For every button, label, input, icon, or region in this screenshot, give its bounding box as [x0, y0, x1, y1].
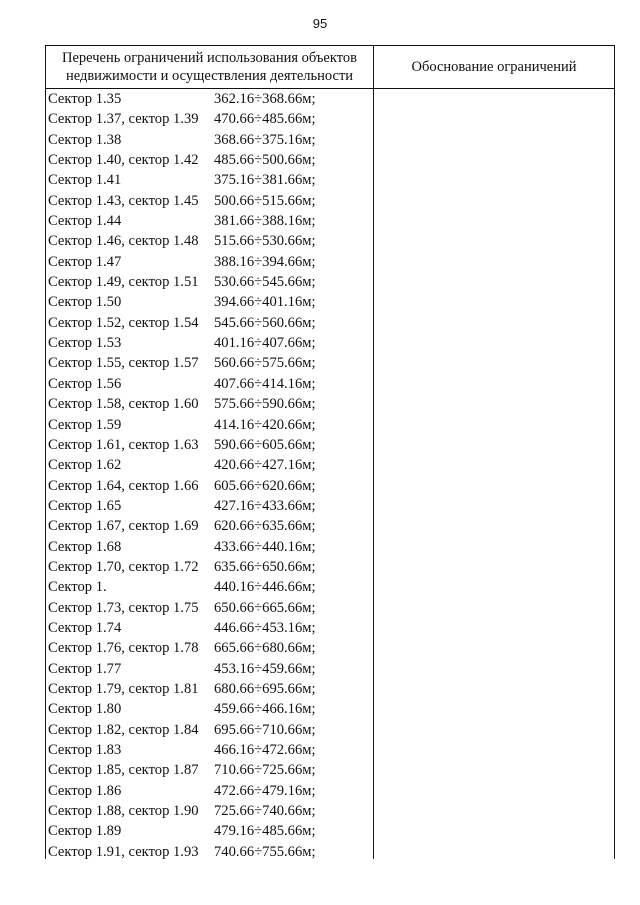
table-row: [48, 699, 372, 719]
sector-label: Сектор 1.79, сектор 1.81: [48, 680, 199, 697]
height-range: 407.66÷414.16м;: [214, 375, 316, 392]
sector-label: Сектор 1.64, сектор 1.66: [48, 477, 199, 494]
header-restrictions-line-1: Перечень ограничений использования объектов: [62, 50, 357, 66]
height-range: 414.16÷420.66м;: [214, 416, 316, 433]
height-range: 725.66÷740.66м;: [214, 803, 316, 820]
table-row: [48, 516, 372, 536]
table-row: [48, 720, 372, 740]
height-range: 530.66÷545.66м;: [214, 274, 316, 291]
sector-label: Сектор 1.82, сектор 1.84: [48, 721, 199, 738]
sector-label: Сектор 1.67, сектор 1.69: [48, 518, 199, 535]
sector-label: Сектор 1.49, сектор 1.51: [48, 274, 199, 291]
height-range: 427.16÷433.66м;: [214, 497, 316, 514]
sector-label: Сектор 1.76, сектор 1.78: [48, 640, 199, 657]
height-range: 575.66÷590.66м;: [214, 396, 316, 413]
sector-label: Сектор 1.73, сектор 1.75: [48, 599, 199, 616]
height-range: 710.66÷725.66м;: [214, 762, 316, 779]
height-range: 362.16÷368.66м;: [214, 91, 316, 107]
table-row: [48, 740, 372, 760]
height-range: 472.66÷479.16м;: [214, 782, 316, 799]
height-range: 665.66÷680.66м;: [214, 640, 316, 657]
table-row: [48, 679, 372, 699]
height-range: 401.16÷407.66м;: [214, 335, 316, 352]
table-row: [48, 170, 372, 190]
sector-label: Сектор 1.62: [48, 457, 122, 474]
height-range: 545.66÷560.66м;: [214, 314, 316, 331]
sector-label: Сектор 1.44: [48, 213, 122, 230]
sector-label: Сектор 1.40, сектор 1.42: [48, 152, 199, 169]
sector-label: Сектор 1.89: [48, 823, 122, 840]
table-row: [48, 537, 372, 557]
table-row: [48, 211, 372, 231]
header-justification: Обоснование ограничений: [411, 58, 577, 75]
sector-label: Сектор 1.41: [48, 172, 122, 189]
height-range: 590.66÷605.66м;: [214, 436, 316, 453]
sector-label: Сектор 1.68: [48, 538, 122, 555]
table-row: [48, 659, 372, 679]
page-number: 95: [312, 16, 328, 31]
table-row: [48, 760, 372, 780]
column-divider: [373, 46, 374, 859]
sector-label: Сектор 1.61, сектор 1.63: [48, 436, 199, 453]
height-range: 394.66÷401.16м;: [214, 294, 316, 311]
height-range: 388.16÷394.66м;: [214, 253, 316, 270]
height-range: 459.66÷466.16м;: [214, 701, 316, 718]
height-range: 740.66÷755.66м;: [214, 843, 316, 860]
restrictions-table: [45, 45, 615, 859]
table-row: [48, 821, 372, 841]
table-row: [48, 353, 372, 373]
sector-label: Сектор 1.38: [48, 131, 122, 148]
sector-label: Сектор 1.70, сектор 1.72: [48, 558, 199, 575]
table-row: [48, 415, 372, 435]
height-range: 470.66÷485.66м;: [214, 111, 316, 128]
height-range: 620.66÷635.66м;: [214, 518, 316, 535]
sector-label: Сектор 1.65: [48, 497, 122, 514]
sector-label: Сектор 1.52, сектор 1.54: [48, 314, 199, 331]
sector-label: Сектор 1.80: [48, 701, 122, 718]
table-row: [48, 89, 372, 109]
table-row: [48, 272, 372, 292]
height-range: 680.66÷695.66м;: [214, 680, 316, 697]
height-range: 635.66÷650.66м;: [214, 558, 316, 575]
sector-label: Сектор 1.43, сектор 1.45: [48, 192, 199, 209]
sector-label: Сектор 1.56: [48, 375, 122, 392]
height-range: 440.16÷446.66м;: [214, 579, 316, 596]
sector-label: Сектор 1.47: [48, 253, 122, 270]
height-range: 695.66÷710.66м;: [214, 721, 316, 738]
table-row: [48, 191, 372, 211]
table-row: [48, 394, 372, 414]
sector-label: Сектор 1.83: [48, 742, 122, 758]
sector-label: Сектор 1.86: [48, 782, 122, 799]
table-row: [48, 577, 372, 597]
sector-label: Сектор 1.88, сектор 1.90: [48, 803, 199, 820]
height-range: 560.66÷575.66м;: [214, 355, 316, 372]
sector-label: Сектор 1.59: [48, 416, 122, 433]
sector-label: Сектор 1.91, сектор 1.93: [48, 843, 199, 860]
header-restrictions-list: [46, 49, 373, 85]
height-range: 433.66÷440.16м;: [214, 538, 316, 555]
header-restrictions-line-2: недвижимости и осуществления деятельности: [65, 68, 354, 84]
table-row: [48, 801, 372, 821]
height-range: 605.66÷620.66м;: [214, 477, 316, 494]
sector-label: Сектор 1.55, сектор 1.57: [48, 355, 199, 372]
height-range: 420.66÷427.16м;: [214, 457, 316, 474]
table-row: [48, 781, 372, 801]
table-row: [48, 109, 372, 129]
height-range: 453.16÷459.66м;: [214, 660, 316, 677]
table-row: [48, 496, 372, 516]
sector-label: Сектор 1.53: [48, 335, 122, 352]
table-row: [48, 842, 372, 862]
table-row: [48, 598, 372, 618]
sector-label: Сектор 1.35: [48, 91, 122, 107]
sector-label: Сектор 1.50: [48, 294, 122, 311]
table-row: [48, 476, 372, 496]
height-range: 446.66÷453.16м;: [214, 619, 316, 636]
height-range: 381.66÷388.16м;: [214, 213, 316, 230]
height-range: 485.66÷500.66м;: [214, 152, 316, 169]
table-row: [48, 292, 372, 312]
table-row: [48, 557, 372, 577]
table-row: [48, 130, 372, 150]
sector-label: Сектор 1.74: [48, 619, 122, 636]
table-body: [48, 89, 372, 862]
table-row: [48, 333, 372, 353]
table-row: [48, 618, 372, 638]
table-row: [48, 435, 372, 455]
table-header: [46, 46, 614, 89]
height-range: 375.16÷381.66м;: [214, 172, 316, 189]
sector-label: Сектор 1.46, сектор 1.48: [48, 233, 199, 250]
sector-label: Сектор 1.85, сектор 1.87: [48, 762, 199, 779]
table-row: [48, 638, 372, 658]
sector-label: Сектор 1.58, сектор 1.60: [48, 396, 199, 413]
height-range: 368.66÷375.16м;: [214, 131, 316, 148]
sector-label: Сектор 1.: [48, 579, 107, 596]
sector-label: Сектор 1.37, сектор 1.39: [48, 111, 199, 128]
table-row: [48, 252, 372, 272]
height-range: 466.16÷472.66м;: [214, 742, 316, 758]
height-range: 515.66÷530.66м;: [214, 233, 316, 250]
table-row: [48, 313, 372, 333]
table-row: [48, 374, 372, 394]
height-range: 650.66÷665.66м;: [214, 599, 316, 616]
table-row: [48, 150, 372, 170]
height-range: 479.16÷485.66м;: [214, 823, 316, 840]
table-row: [48, 231, 372, 251]
height-range: 500.66÷515.66м;: [214, 192, 316, 209]
sector-label: Сектор 1.77: [48, 660, 122, 677]
table-row: [48, 455, 372, 475]
